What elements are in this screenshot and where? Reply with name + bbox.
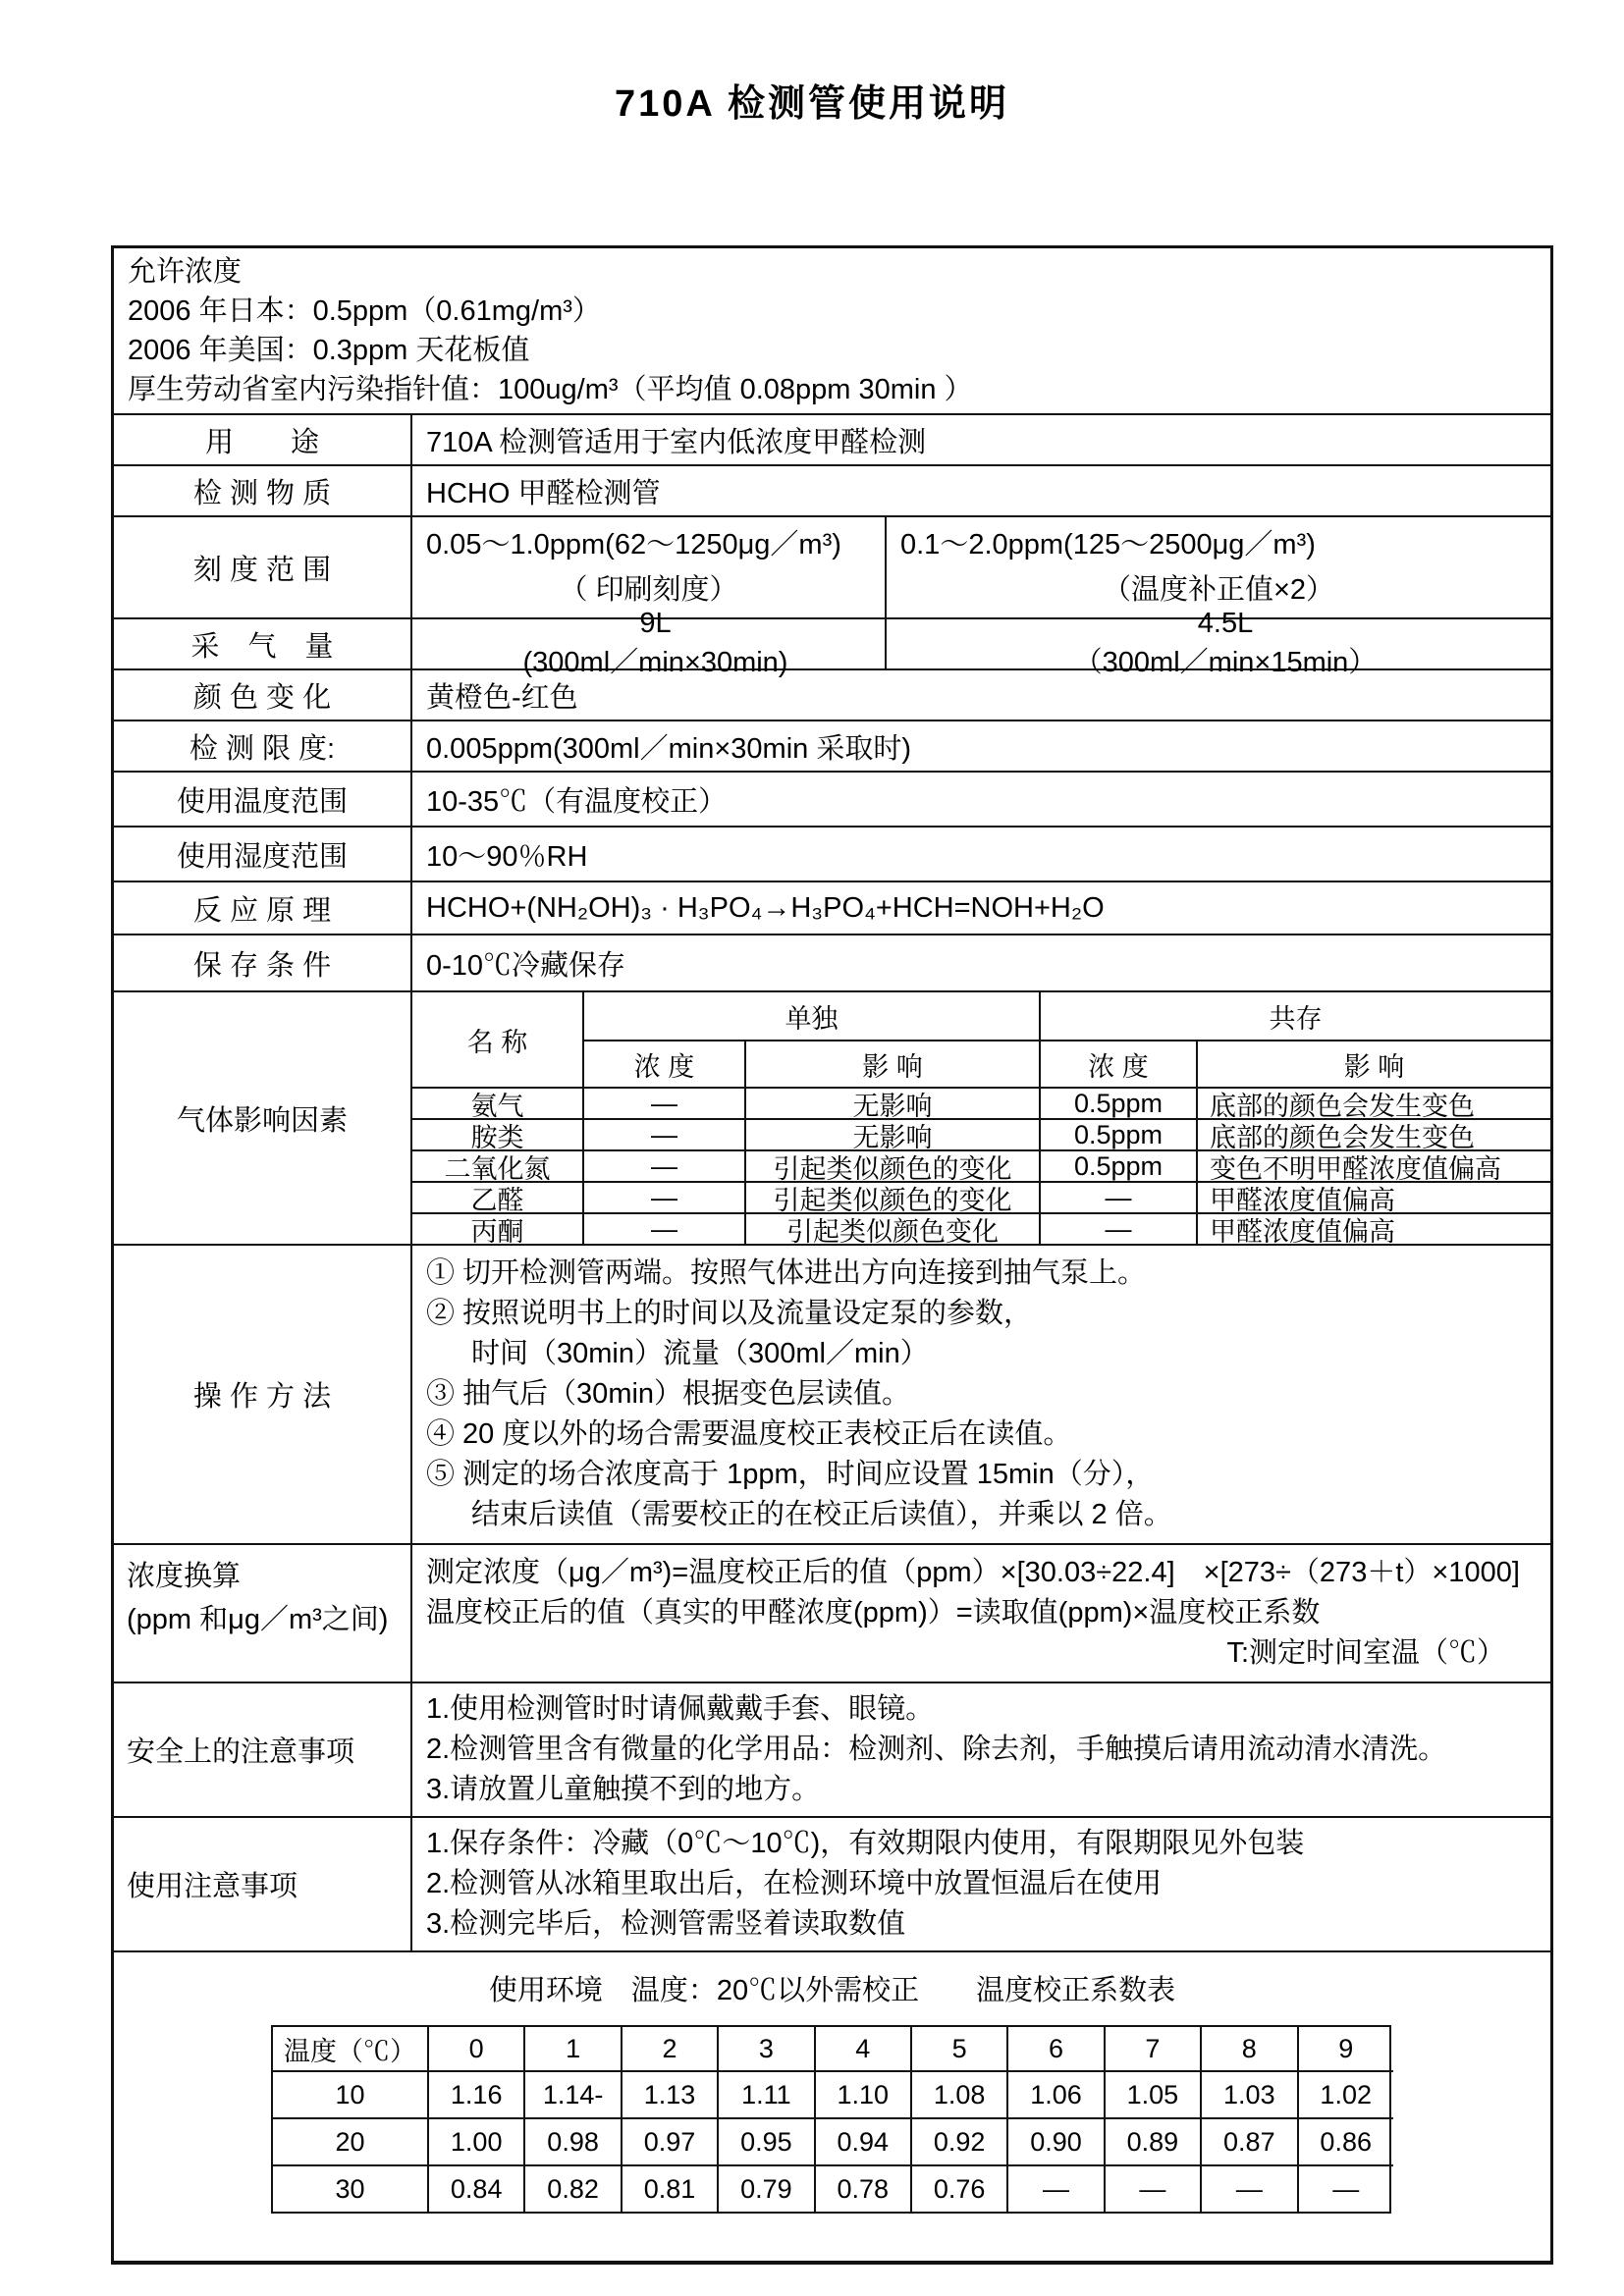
safety-note: 3.请放置儿童触摸不到的地方。 bbox=[426, 1774, 821, 1805]
gas-row-single-effect: 引起类似颜色的变化 bbox=[744, 1149, 1039, 1181]
scale-range-printed-note: （ 印刷刻度） bbox=[559, 574, 738, 606]
gas-header-coexist: 共存 bbox=[1039, 992, 1550, 1040]
coefficient-caption: 使用环境 温度：20℃以外需校正 温度校正系数表 bbox=[488, 1975, 1176, 2006]
coef-header-cell: 温度（℃） bbox=[284, 2036, 416, 2066]
gas-row-coexist-conc: 0.5ppm bbox=[1039, 1118, 1196, 1149]
gas-row-single-conc: — bbox=[582, 1087, 744, 1118]
row-label-safety-notes: 安全上的注意事项 bbox=[114, 1683, 412, 1816]
row-label-usage-notes: 使用注意事项 bbox=[114, 1818, 412, 1950]
row-label-scale-range: 刻 度 范 围 bbox=[114, 517, 412, 617]
sample-volume-15min-rest: （300ml／min×15min） bbox=[1073, 647, 1378, 678]
gas-row-single-effect: 无影响 bbox=[744, 1118, 1039, 1149]
row-label-sample-volume: 采 气 量 bbox=[114, 619, 412, 668]
coef-cell: 30 bbox=[273, 2164, 427, 2212]
coef-cell: — bbox=[1297, 2164, 1393, 2212]
coef-cell: 1.10 bbox=[814, 2070, 910, 2117]
gas-row-name: 氨气 bbox=[412, 1087, 582, 1118]
conversion-formula: 温度校正后的值（真实的甲醛浓度(ppm)）=读取值(ppm)×温度校正系数 bbox=[426, 1597, 1321, 1629]
coef-cell: 0.98 bbox=[523, 2117, 620, 2164]
coef-header-cell: 9 bbox=[1297, 2027, 1393, 2070]
gas-row-single-conc: — bbox=[582, 1181, 744, 1212]
row-substance bbox=[114, 464, 1550, 515]
conversion-formulas bbox=[412, 1545, 1550, 1682]
safety-note: 2.检测管里含有微量的化学用品：检测剂、除去剂，手触摸后请用流动清水清洗。 bbox=[426, 1734, 1447, 1765]
sample-volume-15min-bold: 4.5L bbox=[1197, 608, 1254, 639]
row-label-detection-limit: 检 测 限 度: bbox=[114, 721, 412, 771]
coef-cell: 1.08 bbox=[910, 2070, 1006, 2117]
row-value-storage-condition: 0-10℃冷藏保存 bbox=[426, 949, 626, 982]
coef-header-cell: 5 bbox=[910, 2027, 1006, 2070]
row-label-substance: 检 测 物 质 bbox=[114, 466, 412, 515]
usage-note: 1.保存条件：冷藏（0℃～10℃)，有效期限内使用，有限期限见外包装 bbox=[426, 1828, 1305, 1859]
operation-step: ④ 20 度以外的场合需要温度校正表校正后在读值。 bbox=[426, 1418, 1072, 1450]
allowed-concentration-block bbox=[114, 248, 1550, 413]
coef-cell: 1.03 bbox=[1200, 2070, 1296, 2117]
row-temperature-range bbox=[114, 771, 1550, 826]
row-label-reaction-principle: 反 应 原 理 bbox=[114, 882, 412, 934]
page-title: 710A 检测管使用说明 bbox=[615, 83, 1009, 125]
allowed-line: 厚生劳动省室内污染指针值：100ug/m³（平均值 0.08ppm 30min ） bbox=[128, 374, 973, 405]
coef-cell: 0.81 bbox=[621, 2164, 717, 2212]
row-label-concentration-conversion bbox=[114, 1545, 412, 1682]
row-label-gas-influence: 气体影响因素 bbox=[114, 992, 412, 1244]
coef-cell: 0.82 bbox=[523, 2164, 620, 2212]
scale-range-corrected bbox=[887, 517, 1550, 617]
coef-cell: 1.02 bbox=[1297, 2070, 1393, 2117]
operation-step-detail: 时间（30min）流量（300ml／min） bbox=[471, 1338, 929, 1369]
coef-cell: 0.97 bbox=[621, 2117, 717, 2164]
allowed-line: 2006 年美国：0.3ppm 天花板值 bbox=[128, 335, 530, 366]
coef-header-cell: 8 bbox=[1200, 2027, 1296, 2070]
coef-cell: 1.11 bbox=[717, 2070, 813, 2117]
conversion-label-line: (ppm 和μg／m³之间) bbox=[127, 1604, 389, 1635]
conversion-note: T:测定时间室温（℃） bbox=[1226, 1637, 1505, 1669]
row-label-color-change: 颜 色 变 化 bbox=[114, 670, 412, 720]
row-detection-limit bbox=[114, 720, 1550, 771]
gas-row-coexist-effect: 甲醛浓度值偏高 bbox=[1196, 1181, 1550, 1212]
operation-step: ③ 抽气后（30min）根据变色层读值。 bbox=[426, 1378, 911, 1410]
coef-cell: 0.90 bbox=[1006, 2117, 1103, 2164]
coef-cell: 0.76 bbox=[910, 2164, 1006, 2212]
gas-header-coexist-conc: 浓 度 bbox=[1039, 1040, 1196, 1087]
usage-note: 2.检测管从冰箱里取出后，在检测环境中放置恒温后在使用 bbox=[426, 1868, 1163, 1899]
row-humidity-range bbox=[114, 826, 1550, 881]
gas-row-coexist-conc: — bbox=[1039, 1212, 1196, 1244]
operation-step-detail: 结束后读值（需要校正的在校正后读值），并乘以 2 倍。 bbox=[471, 1499, 1172, 1530]
coef-header-cell: 7 bbox=[1104, 2027, 1200, 2070]
coef-cell: 0.86 bbox=[1297, 2117, 1393, 2164]
coefficient-table bbox=[271, 2025, 1391, 2214]
coef-cell: 1.05 bbox=[1104, 2070, 1200, 2117]
operation-steps bbox=[412, 1246, 1550, 1543]
coef-cell: 0.78 bbox=[814, 2164, 910, 2212]
row-value-color-change: 黄橙色-红色 bbox=[426, 681, 578, 714]
row-label-use: 用 途 bbox=[114, 415, 412, 464]
row-operation-method bbox=[114, 1244, 1550, 1543]
gas-header-coexist-effect: 影 响 bbox=[1196, 1040, 1550, 1087]
gas-row-coexist-effect: 甲醛浓度值偏高 bbox=[1196, 1212, 1550, 1244]
row-allowed-concentration bbox=[114, 248, 1550, 413]
row-concentration-conversion bbox=[114, 1543, 1550, 1682]
row-value-detection-limit: 0.005ppm(300ml／min×30min 采取时) bbox=[426, 732, 911, 765]
usage-note: 3.检测完毕后，检测管需竖着读取数值 bbox=[426, 1908, 906, 1940]
gas-row-coexist-effect: 底部的颜色会发生变色 bbox=[1196, 1087, 1550, 1118]
gas-row-single-effect: 引起类似颜色变化 bbox=[744, 1212, 1039, 1244]
row-label-humidity-range: 使用湿度范围 bbox=[114, 828, 412, 881]
row-value-reaction-principle: HCHO+(NH₂OH)₃ · H₃PO₄→H₃PO₄+HCH=NOH+H₂O bbox=[426, 891, 1105, 924]
operation-step: ② 按照说明书上的时间以及流量设定泵的参数， bbox=[426, 1298, 1033, 1329]
gas-row-name: 胺类 bbox=[412, 1118, 582, 1149]
scale-range-printed bbox=[412, 517, 887, 617]
gas-header-single: 单独 bbox=[582, 992, 1039, 1040]
spec-table bbox=[111, 245, 1553, 2265]
gas-row-name: 二氧化氮 bbox=[412, 1149, 582, 1181]
row-usage-notes bbox=[114, 1816, 1550, 1950]
sample-volume-30min-rest: (300ml／min×30min) bbox=[522, 647, 788, 678]
gas-influence-table bbox=[412, 992, 1550, 1247]
safety-notes bbox=[412, 1683, 1550, 1816]
gas-row-single-conc: — bbox=[582, 1149, 744, 1181]
row-value-use: 710A 检测管适用于室内低浓度甲醛检测 bbox=[426, 426, 927, 458]
gas-row-single-conc: — bbox=[582, 1118, 744, 1149]
conversion-label-line: 浓度换算 bbox=[127, 1561, 242, 1592]
coef-cell: 0.95 bbox=[717, 2117, 813, 2164]
gas-row-name: 丙酮 bbox=[412, 1212, 582, 1244]
row-value-temperature-range: 10-35℃（有温度校正） bbox=[426, 785, 728, 818]
gas-header-name: 名 称 bbox=[466, 1027, 528, 1057]
coef-cell: 1.06 bbox=[1006, 2070, 1103, 2117]
operation-step: ① 切开检测管两端。按照气体进出方向连接到抽气泵上。 bbox=[426, 1257, 1147, 1289]
gas-header-single-effect: 影 响 bbox=[744, 1040, 1039, 1087]
gas-row-single-effect: 无影响 bbox=[744, 1087, 1039, 1118]
coef-header-cell: 6 bbox=[1006, 2027, 1103, 2070]
gas-row-single-conc: — bbox=[582, 1212, 744, 1244]
coef-cell: 1.00 bbox=[427, 2117, 523, 2164]
conversion-formula: 测定浓度（μg／m³)=温度校正后的值（ppm）×[30.03÷22.4] ×[273÷（273＋t）×1000] bbox=[426, 1557, 1520, 1588]
row-gas-influence bbox=[114, 990, 1550, 1247]
gas-header-single-conc: 浓 度 bbox=[582, 1040, 744, 1087]
allowed-line: 允许浓度 bbox=[128, 256, 243, 288]
coef-cell: 1.14- bbox=[523, 2070, 620, 2117]
sample-volume-30min-bold: 9L bbox=[639, 608, 672, 639]
operation-step: ⑤ 测定的场合浓度高于 1ppm，时间应设置 15min（分）， bbox=[426, 1459, 1155, 1490]
row-label-operation-method: 操 作 方 法 bbox=[114, 1246, 412, 1543]
usage-notes bbox=[412, 1818, 1550, 1950]
coef-cell: 0.87 bbox=[1200, 2117, 1296, 2164]
coef-cell: 20 bbox=[273, 2117, 427, 2164]
row-reaction-principle bbox=[114, 881, 1550, 934]
coef-cell: 0.92 bbox=[910, 2117, 1006, 2164]
gas-row-coexist-effect: 底部的颜色会发生变色 bbox=[1196, 1118, 1550, 1149]
allowed-line: 2006 年日本：0.5ppm（0.61mg/m³） bbox=[128, 295, 601, 327]
scale-range-corrected-value: 0.1～2.0ppm(125～2500μg／m³) bbox=[900, 529, 1316, 561]
row-temperature-coefficient bbox=[114, 1950, 1550, 2261]
coef-cell: — bbox=[1200, 2164, 1296, 2212]
coef-header-cell: 4 bbox=[814, 2027, 910, 2070]
sample-volume-30min bbox=[412, 608, 887, 678]
coef-header-cell: 2 bbox=[621, 2027, 717, 2070]
gas-row-coexist-conc: 0.5ppm bbox=[1039, 1149, 1196, 1181]
row-label-temperature-range: 使用温度范围 bbox=[114, 773, 412, 826]
coef-cell: 1.16 bbox=[427, 2070, 523, 2117]
coef-cell: 0.94 bbox=[814, 2117, 910, 2164]
gas-row-coexist-conc: — bbox=[1039, 1181, 1196, 1212]
row-storage-condition bbox=[114, 934, 1550, 990]
coefficient-block bbox=[114, 1952, 1550, 2261]
row-scale-range bbox=[114, 515, 1550, 617]
row-value-humidity-range: 10～90％RH bbox=[426, 840, 588, 873]
coef-cell: — bbox=[1006, 2164, 1103, 2212]
coef-cell: — bbox=[1104, 2164, 1200, 2212]
row-color-change bbox=[114, 668, 1550, 720]
gas-row-name: 乙醛 bbox=[412, 1181, 582, 1212]
row-value-substance: HCHO 甲醛检测管 bbox=[426, 477, 661, 509]
coef-header-cell: 3 bbox=[717, 2027, 813, 2070]
safety-note: 1.使用检测管时时请佩戴戴手套、眼镜。 bbox=[426, 1693, 935, 1725]
row-sample-volume bbox=[114, 608, 1550, 678]
coef-cell: 1.13 bbox=[621, 2070, 717, 2117]
row-use bbox=[114, 413, 1550, 464]
coef-cell: 10 bbox=[273, 2070, 427, 2117]
row-label-storage-condition: 保 存 条 件 bbox=[114, 935, 412, 990]
coef-cell: 0.84 bbox=[427, 2164, 523, 2212]
gas-row-single-effect: 引起类似颜色的变化 bbox=[744, 1181, 1039, 1212]
coef-header-cell: 0 bbox=[427, 2027, 523, 2070]
sample-volume-15min bbox=[887, 608, 1550, 678]
coef-cell: 0.79 bbox=[717, 2164, 813, 2212]
scale-range-printed-value: 0.05～1.0ppm(62～1250μg／m³) bbox=[426, 529, 841, 561]
coef-cell: 0.89 bbox=[1104, 2117, 1200, 2164]
gas-row-coexist-conc: 0.5ppm bbox=[1039, 1087, 1196, 1118]
scale-range-corrected-note: （温度补正值×2） bbox=[1102, 574, 1335, 606]
gas-row-coexist-effect: 变色不明甲醛浓度值偏高 bbox=[1196, 1149, 1550, 1181]
coef-header-cell: 1 bbox=[523, 2027, 620, 2070]
row-safety-notes bbox=[114, 1682, 1550, 1816]
